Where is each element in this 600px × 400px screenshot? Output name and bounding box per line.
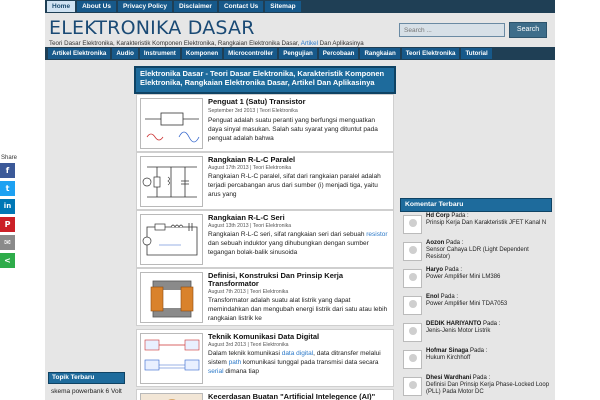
excerpt-text: komunikasi tunggal pada transmisi data secara xyxy=(241,359,379,366)
author-suffix: Pada : xyxy=(449,213,469,219)
post-thumbnail[interactable] xyxy=(140,272,203,323)
cat-pengujian[interactable]: Pengujian xyxy=(279,48,317,59)
search-button[interactable]: Search xyxy=(509,22,547,38)
latest-topic-link[interactable]: skema powerbank 6 Volt xyxy=(51,388,122,395)
rlc-parallel-diagram-image xyxy=(141,157,203,207)
avatar xyxy=(403,296,422,315)
post-item xyxy=(136,389,394,400)
excerpt-text: , data ditransfer melalui sistem xyxy=(208,350,381,366)
comment-item xyxy=(400,212,552,240)
cat-instrument[interactable]: Instrument xyxy=(140,48,180,59)
tagline-link[interactable]: Artikel xyxy=(300,40,318,47)
post-meta: August 3rd 2013 | Teori Elektronika xyxy=(208,342,289,348)
comment-post-link[interactable]: Hukum Kirchhoff xyxy=(426,355,471,361)
post-thumbnail[interactable] xyxy=(140,393,203,400)
pinterest-icon[interactable]: P xyxy=(0,217,15,232)
recent-comments-list xyxy=(400,212,552,400)
comment-item xyxy=(400,266,552,294)
post-thumbnail[interactable] xyxy=(140,333,203,384)
avatar xyxy=(403,269,422,288)
avatar xyxy=(403,242,422,261)
avatar xyxy=(403,350,422,369)
post-item xyxy=(136,94,394,152)
post-meta: August 7th 2013 | Teori Elektronika xyxy=(208,289,289,295)
cat-artikel-elektronika[interactable]: Artikel Elektronika xyxy=(48,48,110,59)
post-item xyxy=(136,210,394,268)
nav-about-us[interactable]: About Us xyxy=(77,1,116,12)
ai-image xyxy=(141,394,203,400)
site-tagline xyxy=(49,40,364,47)
author-suffix: Pada : xyxy=(443,267,463,273)
author-name[interactable]: Hd Corp xyxy=(426,213,450,219)
avatar xyxy=(403,323,422,342)
comment-item xyxy=(400,239,552,267)
cat-tutorial[interactable]: Tutorial xyxy=(461,48,491,59)
post-title[interactable]: Definisi, Konstruksi Dan Prinsip Kerja Transformator xyxy=(208,271,344,288)
share-bar xyxy=(0,155,17,271)
excerpt-link-data-digital[interactable]: data digital xyxy=(281,350,314,357)
author-suffix: Pada : xyxy=(468,348,488,354)
transformer-image xyxy=(141,273,203,323)
main-heading[interactable]: Elektronika Dasar - Teori Dasar Elektronika, Karakteristik Komponen Elektronika, Rangkaian Elektronika Dasar, Artikel Dan Aplikasinya xyxy=(134,66,396,94)
nav-contact-us[interactable]: Contact Us xyxy=(219,1,263,12)
top-nav xyxy=(45,0,555,13)
post-excerpt: Penguat adalah suatu peranti yang berfungsi menguatkan daya sinyal masukan. Salah satu syarat yang dituntut pada penguat adalah bahwa xyxy=(208,117,378,142)
excerpt-text-end: dimana tiap xyxy=(223,368,259,375)
cat-audio[interactable]: Audio xyxy=(112,48,138,59)
comment-author xyxy=(426,213,469,219)
excerpt-link-path[interactable]: path xyxy=(228,359,242,366)
author-name[interactable]: DEDIK HARIYANTO xyxy=(426,321,482,327)
facebook-icon[interactable]: f xyxy=(0,163,15,178)
post-excerpt: Rangkaian R-L-C paralel, sifat dari rangkaian paralel adalah terjadi percabangan arus dari sumber (i) menjadi tiga, yaitu arus yang xyxy=(208,173,381,198)
latest-topics-title: Topik Terbaru xyxy=(48,372,125,384)
post-title[interactable]: Rangkaian R-L-C Paralel xyxy=(208,155,296,164)
post-thumbnail[interactable] xyxy=(140,214,203,265)
cat-rangkaian[interactable]: Rangkaian xyxy=(360,48,399,59)
site-title[interactable]: ELEKTRONIKA DASAR xyxy=(49,17,255,39)
post-thumbnail[interactable] xyxy=(140,98,203,149)
data-communication-diagram-image xyxy=(141,334,203,384)
post-item xyxy=(136,329,394,387)
nav-home[interactable]: Home xyxy=(47,1,75,12)
author-name[interactable]: Enol xyxy=(426,294,439,300)
tagline-text-end: Dan Aplikasinya xyxy=(317,40,364,47)
author-suffix: Pada : xyxy=(471,375,491,381)
cat-percobaan[interactable]: Percobaan xyxy=(319,48,359,59)
share-icon[interactable]: < xyxy=(0,253,15,268)
category-nav xyxy=(45,47,555,60)
author-suffix: Pada : xyxy=(481,321,501,327)
post-excerpt xyxy=(208,349,390,376)
cat-teori-elektronika[interactable]: Teori Elektronika xyxy=(402,48,460,59)
nav-privacy-policy[interactable]: Privacy Policy xyxy=(118,1,172,12)
nav-sitemap[interactable]: Sitemap xyxy=(265,1,300,12)
twitter-icon[interactable]: t xyxy=(0,181,15,196)
excerpt-text: Dalam teknik komunikasi xyxy=(208,350,282,357)
avatar xyxy=(403,215,422,234)
author-suffix: Pada : xyxy=(444,240,464,246)
comment-author xyxy=(426,294,458,300)
cat-microcontroller[interactable]: Microcontroller xyxy=(224,48,277,59)
recent-comments-title: Komentar Terbaru xyxy=(400,198,552,212)
excerpt-text: Rangkaian R-L-C seri, sifat rangkaian seri dari sebuah xyxy=(208,231,367,238)
author-name[interactable]: Haryo xyxy=(426,267,444,273)
post-meta: August 13th 2013 | Teori Elektronika xyxy=(208,223,292,229)
comment-post-link[interactable]: Prinsip Kerja Dan Karakteristik JFET Kanal N xyxy=(426,220,547,226)
excerpt-link-resistor[interactable]: resistor xyxy=(366,231,388,238)
author-name[interactable]: Hofmar Sinaga xyxy=(426,348,469,354)
avatar xyxy=(403,377,422,396)
comment-item xyxy=(400,374,552,400)
search-input[interactable] xyxy=(399,23,505,37)
cat-komponen[interactable]: Komponen xyxy=(182,48,222,59)
transistor-diagram-image xyxy=(141,99,203,149)
comment-item xyxy=(400,293,552,321)
linkedin-icon[interactable]: in xyxy=(0,199,15,214)
comment-author xyxy=(426,321,500,327)
comment-item xyxy=(400,347,552,375)
comment-post-link[interactable]: Sensor Cahaya LDR (Light Dependent Resistor) xyxy=(426,247,529,260)
comment-post-link[interactable]: Power Amplifier Mini LM386 xyxy=(426,274,501,280)
post-title[interactable]: Rangkaian R-L-C Seri xyxy=(208,213,285,222)
post-excerpt: Transformator adalah suatu alat listrik yang dapat memindahkan dan mengubah energi listrik dari satu atau lebih rangkaian listrik ke xyxy=(208,297,388,322)
comment-item xyxy=(400,320,552,348)
nav-disclaimer[interactable]: Disclaimer xyxy=(174,1,217,12)
author-name[interactable]: Dhesi Wardhani xyxy=(426,375,472,381)
comment-author xyxy=(426,267,462,273)
comment-author xyxy=(426,348,487,354)
excerpt-text-end: dan sebuah induktor yang dihubungkan dengan sumber tegangan bolak-balik sinusoida xyxy=(208,240,369,256)
mail-icon[interactable]: ✉ xyxy=(0,235,15,250)
comment-author xyxy=(426,375,490,381)
author-suffix: Pada : xyxy=(439,294,459,300)
rlc-series-diagram-image xyxy=(141,215,203,265)
comment-post-link[interactable]: Power Amplifier Mini TDA7053 xyxy=(426,301,508,307)
post-item xyxy=(136,152,394,210)
excerpt-link-serial[interactable]: serial xyxy=(208,368,224,375)
comment-author xyxy=(426,240,463,246)
share-label: Share xyxy=(1,155,18,161)
post-meta: September 3rd 2013 | Teori Elektronika xyxy=(208,108,298,114)
author-name[interactable]: Aozon xyxy=(426,240,445,246)
comment-post-link[interactable]: Jenis-Jenis Motor Listrik xyxy=(426,328,491,334)
post-item xyxy=(136,268,394,326)
post-title[interactable]: Teknik Komunikasi Data Digital xyxy=(208,332,320,341)
post-title[interactable]: Penguat 1 (Satu) Transistor xyxy=(208,97,306,106)
comment-post-link[interactable]: Definisi Dan Prinsip Kerja Phase-Locked Loop (PLL) Pada Motor DC xyxy=(426,382,550,395)
page-container xyxy=(45,0,555,400)
post-excerpt xyxy=(208,230,390,257)
post-thumbnail[interactable] xyxy=(140,156,203,207)
post-meta: August 17th 2013 | Teori Elektronika xyxy=(208,165,292,171)
post-title[interactable]: Kecerdasan Buatan "Artificial Intelegence (AI)" xyxy=(208,392,376,400)
tagline-text: Teori Dasar Elektronika, Karakteristik Komponen Elektronika, Rangkaian Elektronika Dasar, xyxy=(49,40,301,47)
